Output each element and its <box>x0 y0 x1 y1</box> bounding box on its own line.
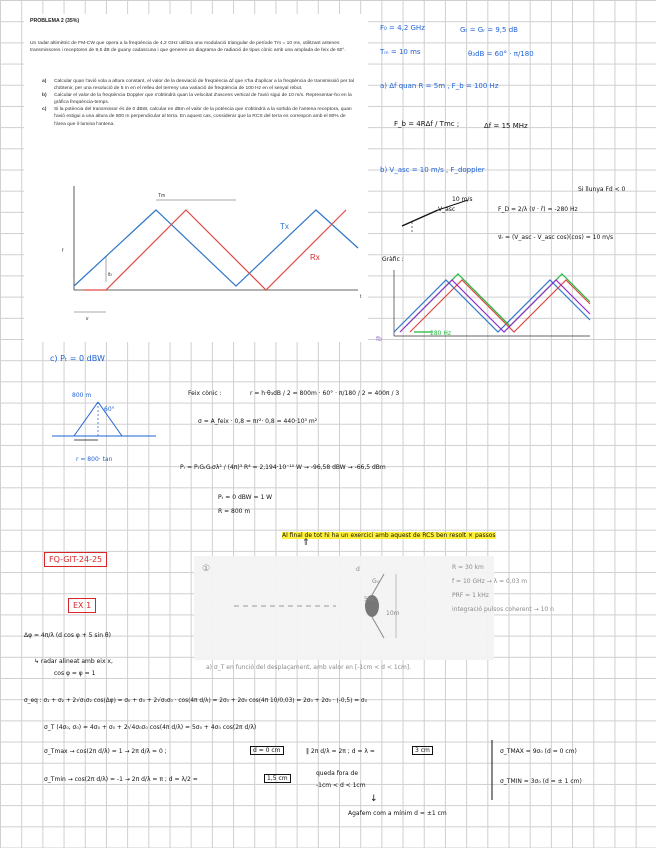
part-b-fd: F_D = 2/λ (v⃗ · r̂) = -280 Hz <box>498 206 578 213</box>
freq-time-graph <box>24 172 368 342</box>
note-f0: F₀ = 4,2 GHz <box>380 24 425 32</box>
tx-label: Tx <box>280 222 289 231</box>
ex1-box3a: d = 0 cm <box>250 746 284 755</box>
ex1-line3b: ‖ 2π d/λ = 2π ; d = λ = <box>306 748 375 755</box>
ex1-line4d: σ_TMIN = 3σ₀ (d = ± 1 cm) <box>500 778 582 785</box>
part-c-step3: Pᵣ = PₜGₜGᵣσλ² / (4π)³ R⁴ = 2,194·10⁻¹⁰ W → -96,58 dBW → -66,5 dBm <box>180 464 386 471</box>
rx-triangle-wave <box>84 210 346 290</box>
cone-radius: r = 800· tan <box>76 456 113 463</box>
part-b-note-top: Si llunya Fd < 0 <box>578 186 626 193</box>
part-a-title: a) Δf quan R = 5m , F_b = 100 Hz <box>380 82 499 90</box>
faded-line-0: R = 30 km <box>452 564 484 571</box>
rx-label: Rx <box>310 253 320 262</box>
cone-sketch <box>52 388 162 458</box>
cone-left-edge <box>74 402 98 436</box>
ex1-line3c: σ_TMAX = 9σ₀ (d = 0 cm) <box>500 748 577 755</box>
ex1-phase: Δφ = 4π/λ (d cos φ + 5 sin θ) <box>24 632 111 639</box>
faded-g0: G₀ <box>372 578 380 585</box>
plane-body <box>402 210 438 226</box>
part-b-angle-label: 10 m/s <box>452 196 473 203</box>
dg-tx <box>394 280 590 332</box>
ex1-line4c: -1cm < d < 1cm <box>316 782 366 789</box>
up-arrow: ⇑ <box>302 538 310 548</box>
faded-line-3: integració pulsos coherent → 10 n <box>452 606 554 613</box>
problem-title: PROBLEMA 2 (35%) <box>30 18 80 24</box>
ex1-line4b: queda fora de <box>316 770 359 777</box>
faded-bottom-arm <box>372 617 384 638</box>
problem-item-c: c) Si la potència del transmissor és de 0 dBW, calcular en dBm el valor de la potència que s'obtindrà a la sortida de l'antena receptora, quan l'avió estigui a una altura de 800 m perpendicular al terra. En aquest cas, considerar que la RCS del terra es correspon amb el 80% de l'àrea que il·lumina l'antena. <box>42 107 352 127</box>
printed-problem-sheet <box>24 14 368 342</box>
part-a-result: Δf = 15 MHz <box>484 122 528 130</box>
tr-label: tr <box>86 316 89 321</box>
problem-item-a: a) Calcular quan l'avió vola a altura constant, el valor de la desviació de freqüència Δf que s'ha d'aplicar a la freqüència de transmissió per tal d'obtenir, per una resolució de 5 m en el relleu del terreny una variació de freqüència de 100 Hz en el senyal rebut. <box>42 79 354 92</box>
cone-angle: 60° <box>104 406 115 413</box>
ex1-divider <box>490 740 494 800</box>
part-c-given2: R = 800 m <box>218 508 251 515</box>
axis-t-label: t <box>360 294 362 300</box>
doppler-graph <box>384 266 594 346</box>
dg-green <box>406 274 590 326</box>
problem-item-b: b) Calcular el valor de la freqüència Doppler que s'obtindrà quan la velocitat d'ascens vertical de l'avió sigui de 10 m/s. Representar-ho en la gràfica freqüència-temps. <box>42 93 352 106</box>
tx-triangle-wave <box>74 210 358 286</box>
ex1-cos: cos φ = φ = 1 <box>54 670 96 677</box>
dg-purple <box>400 280 590 332</box>
note-tm: Tₘ = 10 ms <box>380 48 421 56</box>
airplane-sketch <box>398 196 488 236</box>
ex1-line4a: σ_Tmin → cos(2π d/λ) = -1 → 2π d/λ = π ; d = λ/2 = <box>44 776 198 783</box>
problem-intro: Un radar altimètric de FM-CW que opera a la freqüència de 4,2 GHz utilitza una modulació triangular de període Tm = 10 ms, utilitzant antenes transmissores i receptores de 9,5 dB de guany cadascuna i que generen un diagrama de radiació de tipus cònic amb una amplada de feix de 60°. <box>30 41 346 54</box>
ex1-line1: σ_eq : σ₁ + σ₂ + 2√σ₁σ₂ cos(Δφ) = σ₀ + σ₀ + 2√σ₀σ₀ · cos(4π d/λ) = 2σ₀ + 2σ₀ cos(4π 10/0,03) = 2σ₀ + 2σ₀ · (-0,5) = σ₀ <box>24 698 367 704</box>
part-c-given1: Pₜ = 0 dBW = 1 W <box>218 494 273 501</box>
exam-code-box: FQ-GIT-24-25 <box>44 552 107 567</box>
part-c-step1: r = h·θ₃dB / 2 = 800m · 60° · π/180 / 2 = 400π / 3 <box>250 390 400 397</box>
ex1-line2: σ_T (4σ₀, σ₀) = 4σ₀ + σ₀ + 2√4σ₀σ₀ cos(4π d/λ) = 5σ₀ + 4σ₀ cos(2π d/λ) <box>44 724 257 731</box>
faded-problem-number: ① <box>202 564 211 574</box>
ex1-line5: Agafem com a mínim d = ±1 cm <box>348 810 447 817</box>
tm-label: Tm <box>158 193 166 199</box>
note-gains: Gₜ = Gᵣ = 9,5 dB <box>460 26 518 34</box>
faded-scatterers-sketch <box>226 564 426 644</box>
problem-items <box>30 78 358 128</box>
faded-d: d <box>356 566 360 573</box>
faded-tm: 10m <box>386 610 400 617</box>
fb-label: fb <box>108 272 112 277</box>
faded-line-1: f = 10 GHz → λ = 0,03 m <box>452 578 528 585</box>
faded-note: a) σ_T en funció del desplaçament, amb valor en [-1cm < d < 1cm]. <box>206 664 412 671</box>
part-c-step1-label: Feix cònic : <box>188 390 222 397</box>
ex1-radar: ↳ radar alineat amb eix x, <box>34 658 113 665</box>
ex1-box3b: 3 cm <box>412 746 433 755</box>
part-b-title: b) V_asc = 10 m/s , F_doppler <box>380 166 485 174</box>
faded-line-2: PRF = 1 kHz <box>452 592 489 599</box>
ex1-label-box: EX 1 <box>68 598 96 613</box>
faded-sm: 5m <box>364 596 374 603</box>
part-a-formula: F_b = 4RΔf / Tmc ; <box>394 120 460 128</box>
ex1-down-arrow: ↓ <box>370 794 378 804</box>
part-b-vr: v⃗ᵣ = (V_asc - V_asc cos)(cos) = 10 m/s <box>498 234 614 241</box>
part-b-grafic: Gràfic : <box>382 256 404 263</box>
note-beam: θ₃dB = 60° · π/180 <box>468 50 534 58</box>
part-c-step2: σ = A_feix · 0,8 = πr²· 0,8 = 440·10³ m² <box>198 418 318 425</box>
doppler-280-label: 280 Hz <box>430 330 452 337</box>
part-b-vasc-label: V_asc <box>438 206 456 213</box>
ex1-line3a: σ_Tmax → cos(2π d/λ) = 1 → 2π d/λ = 0 ; <box>44 748 167 755</box>
doppler-fb-label: fb <box>376 336 382 343</box>
part-c-title: c) Pₜ = 0 dBW <box>50 354 105 363</box>
cone-height: 800 m <box>72 392 92 399</box>
axis-f-label: f <box>62 248 64 254</box>
ex1-box4a: 1,5 cm <box>264 774 291 783</box>
highlight-note: Al final de tot hi ha un exercici amb aquest de RCS ben resolt × passos <box>282 532 496 539</box>
